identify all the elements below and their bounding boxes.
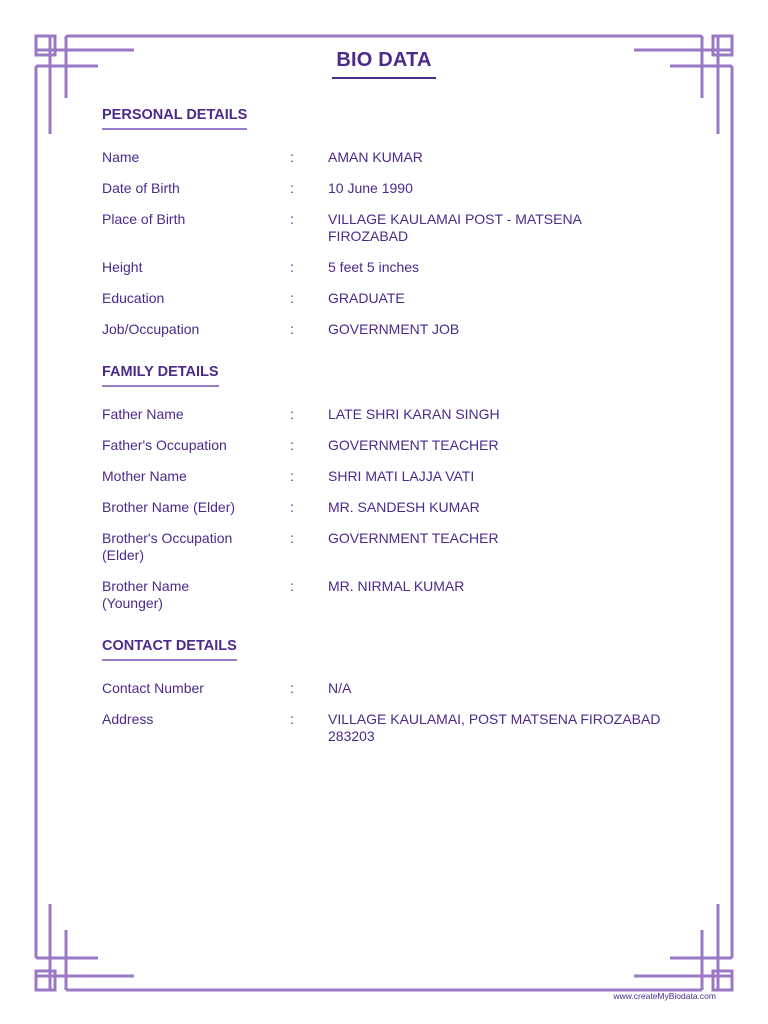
detail-label: Job/Occupation xyxy=(102,321,200,337)
detail-row xyxy=(102,180,692,197)
detail-row xyxy=(102,711,692,745)
detail-value: MR. SANDESH KUMAR xyxy=(328,499,480,515)
detail-value: VILLAGE KAULAMAI, POST MATSENA FIROZABAD 283203 xyxy=(328,711,661,744)
separator: : xyxy=(290,149,294,165)
separator: : xyxy=(290,680,294,696)
detail-value: AMAN KUMAR xyxy=(328,149,423,165)
detail-value: LATE SHRI KARAN SINGH xyxy=(328,406,500,422)
detail-label: Father Name xyxy=(102,406,184,422)
separator: : xyxy=(290,499,294,515)
contact-details-heading: CONTACT DETAILS xyxy=(102,638,237,661)
separator: : xyxy=(290,437,294,453)
detail-row xyxy=(102,211,692,245)
separator: : xyxy=(290,290,294,306)
page-title: BIO DATA xyxy=(332,49,435,79)
detail-row xyxy=(102,499,692,516)
detail-value: GRADUATE xyxy=(328,290,405,306)
detail-value: GOVERNMENT TEACHER xyxy=(328,530,499,546)
detail-row xyxy=(102,437,692,454)
detail-row xyxy=(102,468,692,485)
detail-value: MR. NIRMAL KUMAR xyxy=(328,578,465,594)
detail-label: Brother's Occupation (Elder) xyxy=(102,530,233,563)
detail-value: GOVERNMENT JOB xyxy=(328,321,460,337)
detail-value: GOVERNMENT TEACHER xyxy=(328,437,499,453)
detail-row xyxy=(102,406,692,423)
separator: : xyxy=(290,406,294,422)
separator: : xyxy=(290,180,294,196)
family-details-section xyxy=(102,363,692,626)
detail-label: Date of Birth xyxy=(102,180,180,196)
detail-label: Contact Number xyxy=(102,680,204,696)
detail-row xyxy=(102,290,692,307)
detail-label: Brother Name (Younger) xyxy=(102,578,190,611)
detail-row xyxy=(102,530,692,564)
detail-label: Place of Birth xyxy=(102,211,186,227)
detail-value: 10 June 1990 xyxy=(328,180,413,196)
detail-label: Brother Name (Elder) xyxy=(102,499,236,515)
contact-details-section xyxy=(102,637,692,759)
separator: : xyxy=(290,259,294,275)
detail-value: VILLAGE KAULAMAI POST - MATSENA FIROZABAD xyxy=(328,211,582,244)
detail-label: Name xyxy=(102,149,140,165)
separator: : xyxy=(290,468,294,484)
detail-row xyxy=(102,680,692,697)
detail-value: N/A xyxy=(328,680,352,696)
separator: : xyxy=(290,211,294,227)
detail-label: Height xyxy=(102,259,143,275)
separator: : xyxy=(290,578,294,594)
detail-value: SHRI MATI LAJJA VATI xyxy=(328,468,475,484)
detail-row xyxy=(102,149,692,166)
footer-watermark: www.createMyBiodata.com xyxy=(613,991,716,1001)
detail-row xyxy=(102,321,692,338)
separator: : xyxy=(290,321,294,337)
detail-label: Education xyxy=(102,290,165,306)
separator: : xyxy=(290,711,294,727)
detail-value: 5 feet 5 inches xyxy=(328,259,420,275)
personal-details-section xyxy=(102,106,692,352)
family-details-heading: FAMILY DETAILS xyxy=(102,364,219,387)
detail-label: Address xyxy=(102,711,154,727)
personal-details-heading: PERSONAL DETAILS xyxy=(102,107,247,130)
detail-row xyxy=(102,259,692,276)
separator: : xyxy=(290,530,294,546)
detail-label: Father's Occupation xyxy=(102,437,227,453)
title-wrap xyxy=(0,49,768,79)
detail-label: Mother Name xyxy=(102,468,187,484)
detail-row xyxy=(102,578,692,612)
